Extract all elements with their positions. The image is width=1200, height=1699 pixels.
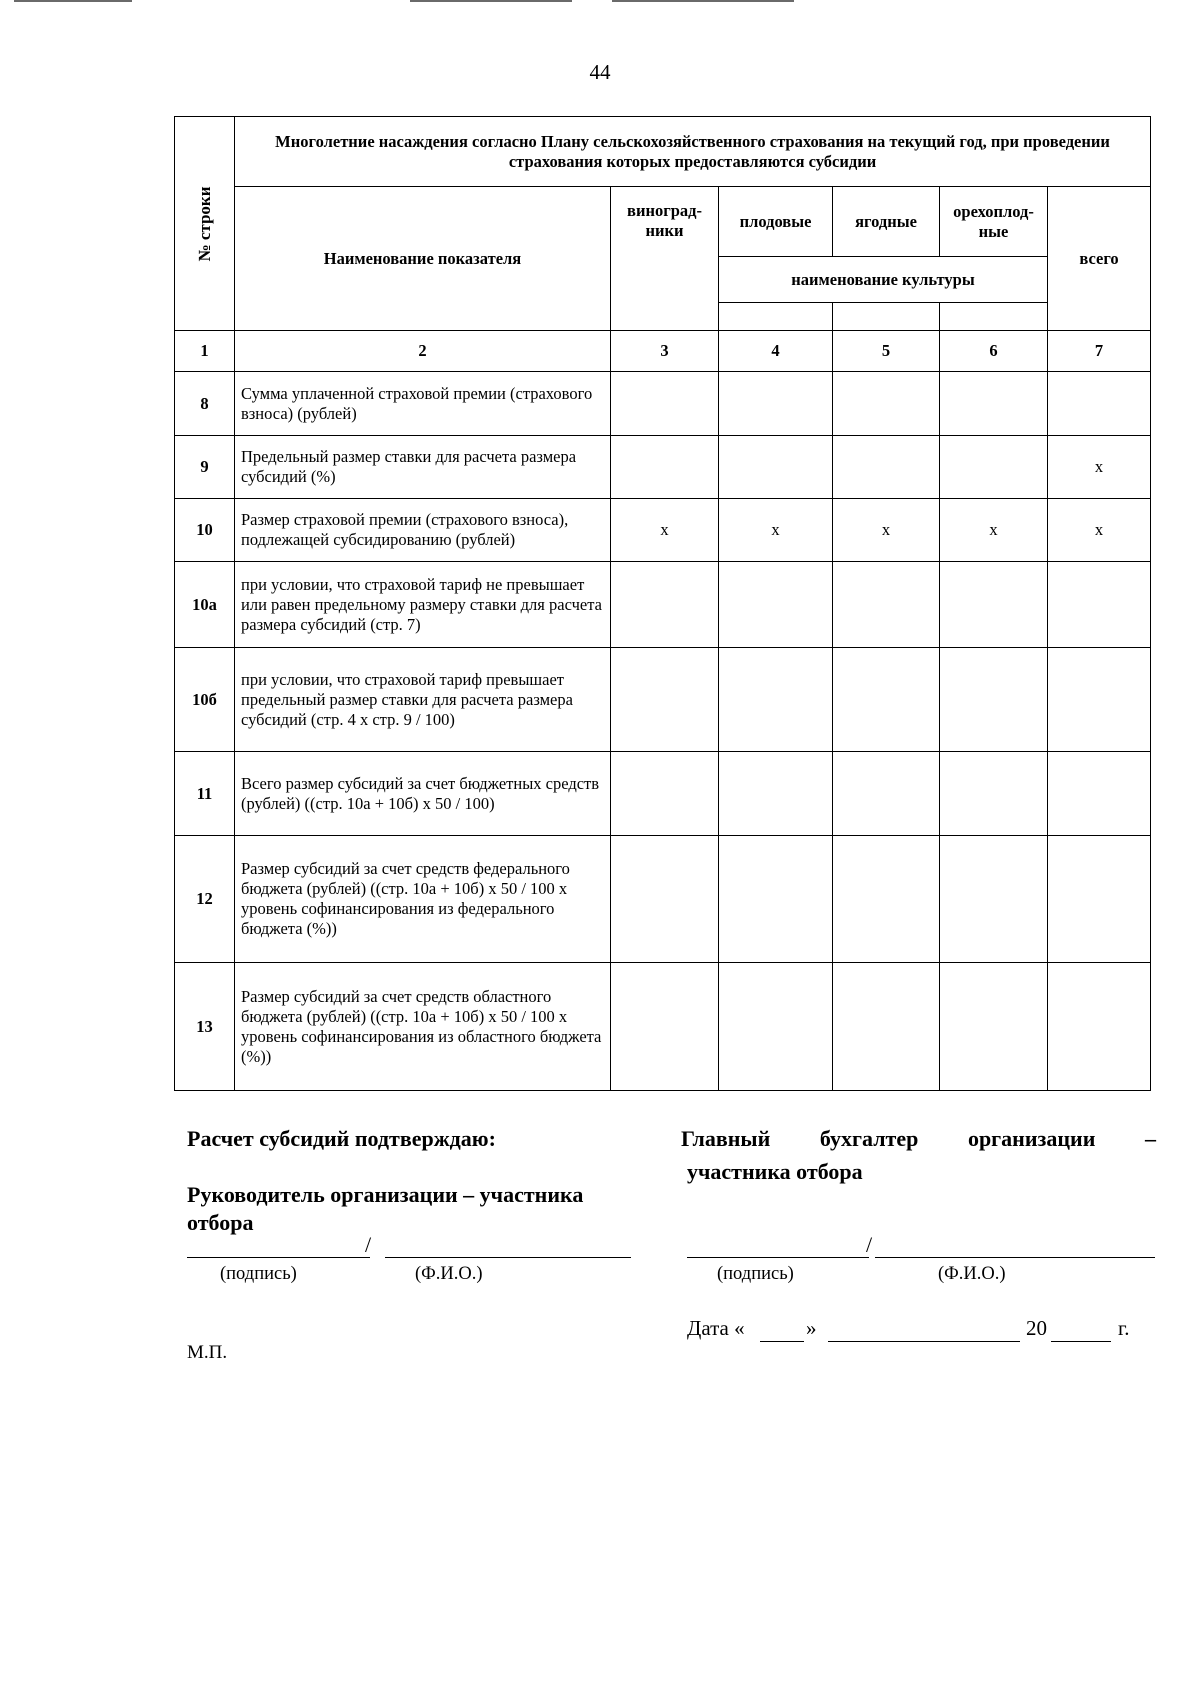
accountant-name-line[interactable] <box>875 1257 1155 1258</box>
column-number: 5 <box>833 331 940 372</box>
data-cell[interactable] <box>719 436 833 499</box>
date-day-line[interactable] <box>760 1341 804 1342</box>
signature-slash: / <box>866 1232 873 1257</box>
data-cell[interactable] <box>719 836 833 963</box>
column-number: 6 <box>940 331 1048 372</box>
data-cell[interactable] <box>940 372 1048 436</box>
data-cell[interactable] <box>611 963 719 1091</box>
chief-acc-word: Главный <box>681 1126 771 1151</box>
page-number: 44 <box>589 60 611 84</box>
row-label: при условии, что страховой тариф превышает предельный размер ставки для расчета размера субсидий (стр. 4 х стр. 9 / 100) <box>235 648 611 752</box>
row-label: при условии, что страховой тариф не превышает или равен предельному размеру ставки для расчета размера субсидий (стр. 7) <box>235 562 611 648</box>
chief-acc-word: организации <box>967 1126 1096 1151</box>
row-label: Размер субсидий за счет средств федерального бюджета (рублей) ((стр. 10а + 10б) х 50 / 100 х уровень софинансирования из федерального бюджета (%)) <box>235 836 611 963</box>
data-cell[interactable] <box>719 963 833 1091</box>
data-cell[interactable] <box>833 436 940 499</box>
culture-name-cell <box>719 303 833 331</box>
table-row <box>175 372 1151 436</box>
scan-edge-line <box>410 0 572 2</box>
culture-name-header: наименование культуры <box>719 257 1048 303</box>
data-cell[interactable] <box>833 752 940 836</box>
data-cell[interactable] <box>719 752 833 836</box>
col-header-vineyards: виноград-ники <box>611 187 719 331</box>
data-cell[interactable] <box>940 752 1048 836</box>
data-cell[interactable] <box>611 436 719 499</box>
col-header-nut: орехоплод-ные <box>940 187 1048 257</box>
col-header-total: всего <box>1048 187 1151 331</box>
table-row <box>175 562 1151 648</box>
row-label: Размер страховой премии (страхового взноса), подлежащей субсидированию (рублей) <box>235 499 611 562</box>
x-mark: х <box>940 499 1048 562</box>
row-label: Размер субсидий за счет средств областного бюджета (рублей) ((стр. 10а + 10б) х 50 / 100 х уровень софинансирования из областного бюджета (%)) <box>235 963 611 1091</box>
column-number: 1 <box>175 331 235 372</box>
data-cell[interactable] <box>719 562 833 648</box>
confirm-heading: Расчет субсидий подтверждаю: <box>187 1126 496 1151</box>
data-cell[interactable] <box>940 436 1048 499</box>
data-cell[interactable] <box>833 648 940 752</box>
accountant-signature-caption: (подпись) <box>717 1264 794 1284</box>
data-cell[interactable] <box>1048 372 1151 436</box>
data-cell[interactable] <box>833 963 940 1091</box>
x-mark: х <box>719 499 833 562</box>
data-cell[interactable] <box>611 648 719 752</box>
chief-accountant-title <box>681 1125 1156 1153</box>
data-cell[interactable] <box>833 562 940 648</box>
date-month-line[interactable] <box>828 1341 1020 1342</box>
culture-name-cell <box>833 303 940 331</box>
chief-accountant-title-line2: участника отбора <box>687 1159 863 1184</box>
column-number: 4 <box>719 331 833 372</box>
data-cell[interactable] <box>719 372 833 436</box>
culture-name-cell <box>940 303 1048 331</box>
row-number: 12 <box>175 836 235 963</box>
seal-mark: М.П. <box>187 1342 228 1363</box>
date-label: Дата « <box>687 1316 745 1340</box>
accountant-name-caption: (Ф.И.О.) <box>938 1264 1006 1284</box>
table-row <box>175 963 1151 1091</box>
data-cell[interactable] <box>940 648 1048 752</box>
data-cell[interactable] <box>719 648 833 752</box>
x-mark: х <box>611 499 719 562</box>
head-signature-caption: (подпись) <box>220 1264 297 1284</box>
x-mark: х <box>1048 499 1151 562</box>
chief-acc-word: бухгалтер <box>819 1126 919 1151</box>
main-header: Многолетние насаждения согласно Плану сельскохозяйственного страхования на текущий год, при проведении страхования которых предоставляются субсидии <box>235 117 1151 187</box>
column-number: 2 <box>235 331 611 372</box>
data-cell[interactable] <box>611 562 719 648</box>
table-row <box>175 499 1151 562</box>
table-row <box>175 648 1151 752</box>
data-cell[interactable] <box>611 752 719 836</box>
row-number-header: № строки <box>194 186 214 261</box>
head-title: Руководитель организации – участника отбора <box>187 1182 584 1235</box>
column-number: 7 <box>1048 331 1151 372</box>
indicator-header: Наименование показателя <box>235 187 611 331</box>
col-header-fruit: плодовые <box>719 187 833 257</box>
x-mark: х <box>833 499 940 562</box>
row-number: 13 <box>175 963 235 1091</box>
data-cell[interactable] <box>1048 836 1151 963</box>
row-number: 10а <box>175 562 235 648</box>
scan-edge-line <box>14 0 132 2</box>
data-cell[interactable] <box>611 836 719 963</box>
data-cell[interactable] <box>1048 648 1151 752</box>
row-number: 9 <box>175 436 235 499</box>
head-signature-line[interactable] <box>187 1257 370 1258</box>
row-label: Всего размер субсидий за счет бюджетных средств (рублей) ((стр. 10а + 10б) х 50 / 100) <box>235 752 611 836</box>
year-prefix: 20 <box>1026 1316 1047 1340</box>
head-name-caption: (Ф.И.О.) <box>415 1264 483 1284</box>
table-row <box>175 752 1151 836</box>
row-number: 10б <box>175 648 235 752</box>
data-cell[interactable] <box>833 372 940 436</box>
date-year-line[interactable] <box>1051 1341 1111 1342</box>
date-quote-close: » <box>806 1316 817 1340</box>
row-number: 11 <box>175 752 235 836</box>
data-cell[interactable] <box>611 372 719 436</box>
data-cell[interactable] <box>1048 963 1151 1091</box>
data-cell[interactable] <box>833 836 940 963</box>
row-number-header-cell <box>175 117 235 331</box>
col-header-berry: ягодные <box>833 187 940 257</box>
scan-edge-line <box>612 0 794 2</box>
accountant-signature-line[interactable] <box>687 1257 869 1258</box>
data-cell[interactable] <box>940 562 1048 648</box>
year-suffix: г. <box>1118 1316 1130 1340</box>
chief-acc-word: – <box>1144 1126 1156 1151</box>
table-row <box>175 836 1151 963</box>
x-mark: х <box>1048 436 1151 499</box>
table-row <box>175 436 1151 499</box>
row-number: 10 <box>175 499 235 562</box>
row-number: 8 <box>175 372 235 436</box>
subsidy-calculation-table <box>174 116 1151 1091</box>
data-cell[interactable] <box>940 836 1048 963</box>
head-name-line[interactable] <box>385 1257 631 1258</box>
signature-slash: / <box>365 1232 372 1257</box>
data-cell[interactable] <box>1048 562 1151 648</box>
row-label: Сумма уплаченной страховой премии (страхового взноса) (рублей) <box>235 372 611 436</box>
column-number: 3 <box>611 331 719 372</box>
data-cell[interactable] <box>1048 752 1151 836</box>
data-cell[interactable] <box>940 963 1048 1091</box>
row-label: Предельный размер ставки для расчета размера субсидий (%) <box>235 436 611 499</box>
